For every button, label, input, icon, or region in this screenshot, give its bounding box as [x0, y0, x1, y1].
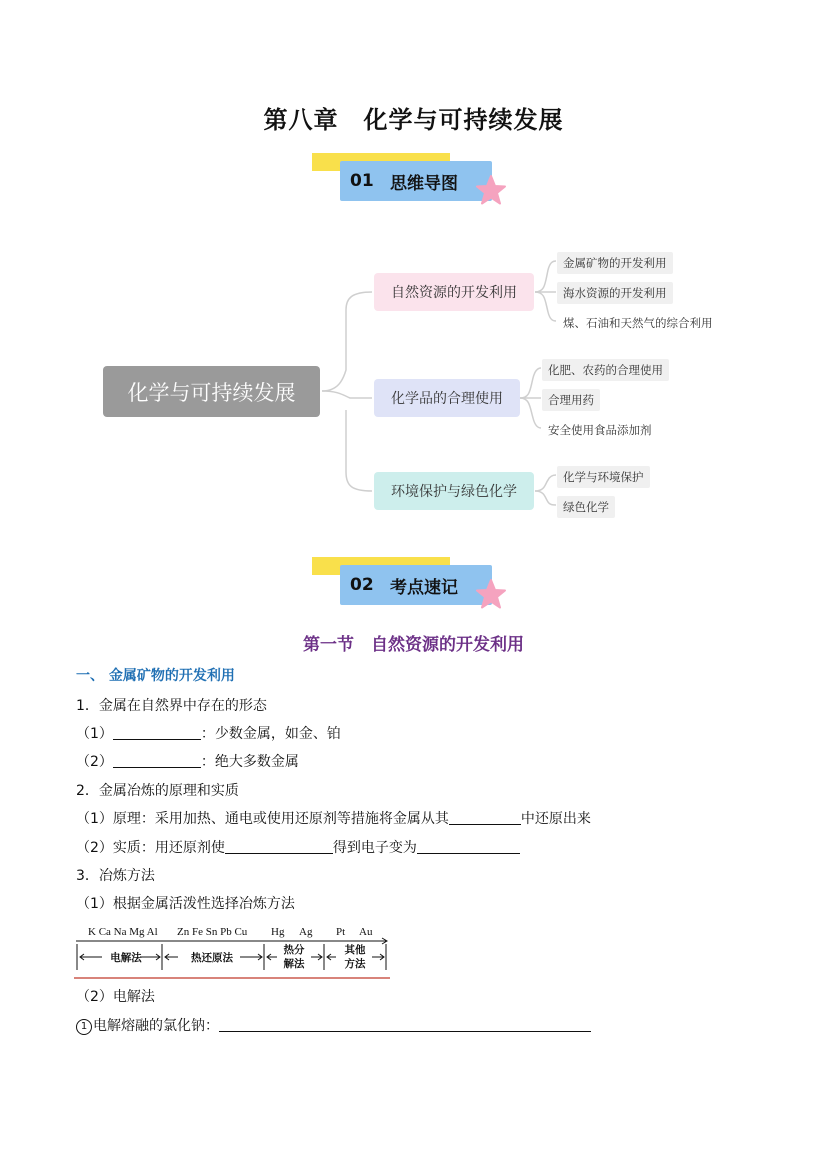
- mindmap-leaf: 化肥、农药的合理使用: [542, 359, 669, 381]
- text-line: [76, 751, 299, 771]
- heading-metal-minerals: 一、 金属矿物的开发利用: [76, 668, 235, 684]
- page-title: 第八章 化学与可持续发展: [263, 105, 564, 134]
- mindmap-leaf: 绿色化学: [557, 496, 615, 518]
- fill-blank: [225, 839, 333, 854]
- text-line: 2．金属冶炼的原理和实质: [76, 783, 239, 799]
- circled-number: 1: [76, 1019, 92, 1035]
- text-line: 1．金属在自然界中存在的形态: [76, 698, 267, 714]
- banner-label: 考点速记: [390, 577, 458, 598]
- line-prefix: （2）实质：用还原剂使: [76, 840, 225, 856]
- mindmap-leaf: 安全使用食品添加剂: [548, 423, 652, 437]
- banner-label: 思维导图: [390, 173, 458, 194]
- section-banner-keypoints: [312, 557, 502, 617]
- text-line: [76, 837, 520, 857]
- text-line: 3．冶炼方法: [76, 868, 155, 884]
- mindmap-leaf: 海水资源的开发利用: [557, 282, 673, 304]
- method-thermal-decomp-1: 热分: [283, 944, 305, 956]
- mindmap-root: 化学与可持续发展: [103, 366, 320, 417]
- mindmap-branch-environment: 环境保护与绿色化学: [374, 472, 534, 510]
- metal-group-3: Hg: [271, 926, 285, 938]
- mindmap-leaf: 煤、石油和天然气的综合利用: [563, 316, 713, 330]
- line-middle: 得到电子变为: [332, 840, 417, 856]
- line-prefix: （1）: [76, 726, 113, 742]
- method-electrolysis: 电解法: [110, 952, 142, 964]
- banner-number: 01: [350, 171, 374, 191]
- metal-group-1: K Ca Na Mg Al: [88, 926, 158, 938]
- line-prefix: （1）原理：采用加热、通电或使用还原剂等措施将金属从其: [76, 811, 449, 827]
- mindmap-leaf: 化学与环境保护: [557, 466, 650, 488]
- method-thermal-reduction: 热还原法: [191, 952, 233, 964]
- method-other-1: 其他: [344, 944, 366, 956]
- text-line: [76, 1015, 591, 1035]
- mindmap-leaf: 合理用药: [542, 389, 600, 411]
- mindmap-branch-chemicals: 化学品的合理使用: [374, 379, 520, 417]
- text-line: [76, 808, 591, 828]
- metal-group-2: Zn Fe Sn Pb Cu: [177, 926, 248, 938]
- mindmap-branch-natural-resources: 自然资源的开发利用: [374, 273, 534, 311]
- line-prefix: 电解熔融的氯化钠：: [93, 1018, 219, 1034]
- fill-blank: [449, 810, 521, 825]
- smelting-method-figure: [74, 922, 394, 982]
- metal-group-5: Pt: [336, 926, 346, 938]
- text-line: [76, 723, 341, 743]
- line-suffix: ：少数金属，如金、铂: [200, 726, 341, 742]
- fill-blank: [219, 1017, 591, 1032]
- line-suffix: ：绝大多数金属: [200, 754, 299, 770]
- section-title: 第一节 自然资源的开发利用: [303, 635, 524, 655]
- banner-box: [340, 565, 492, 605]
- metal-group-6: Au: [359, 926, 373, 938]
- mindmap-leaf: 金属矿物的开发利用: [557, 252, 673, 274]
- method-thermal-decomp-2: 解法: [283, 958, 305, 970]
- metal-group-4: Ag: [299, 926, 313, 938]
- fill-blank: [417, 839, 520, 854]
- text-line: （1）根据金属活泼性选择冶炼方法: [76, 896, 295, 912]
- star-icon: [476, 579, 506, 609]
- fill-blank: [113, 753, 201, 768]
- method-other-2: 方法: [344, 958, 366, 970]
- line-prefix: （2）: [76, 754, 113, 770]
- banner-number: 02: [350, 575, 374, 595]
- fill-blank: [113, 725, 201, 740]
- line-suffix: 中还原出来: [520, 811, 591, 827]
- text-line: （2）电解法: [76, 989, 155, 1005]
